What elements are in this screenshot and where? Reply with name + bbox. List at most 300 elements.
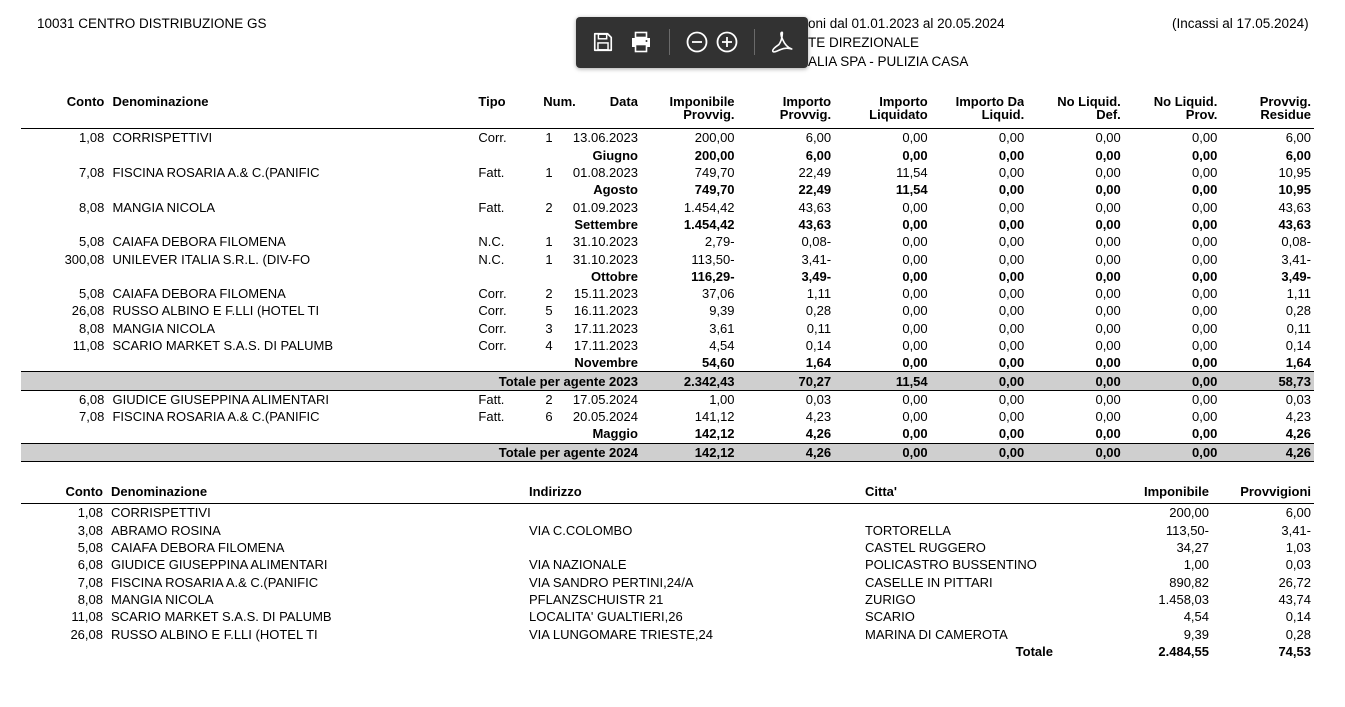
year-total-row — [21, 443, 1314, 461]
cell-denominazione: MANGIA NICOLA — [112, 199, 216, 215]
year-total-row — [21, 372, 1314, 390]
cell-spacer — [103, 539, 111, 556]
cell-denominazione: CORRISPETTIVI — [112, 130, 213, 146]
col-importo-provvig: Importo Provvig. — [779, 94, 832, 123]
col-imponibile: Imponibile Provvig. — [669, 94, 735, 123]
cell-provvig-residue: 4,23 — [1285, 409, 1311, 425]
cell-no-liquid-def: 0,00 — [1095, 286, 1121, 302]
month-subtotal-row — [21, 354, 1314, 372]
cell-imponibile: 9,39 — [1183, 626, 1209, 642]
cell-imponibile: 2.342,43 — [638, 372, 735, 390]
cell-importo-provvig: 0,14 — [805, 338, 832, 353]
month-subtotal-row — [21, 147, 1314, 164]
cell-importo-liquidato: 0,00 — [902, 355, 928, 371]
cell-num: 1 — [545, 251, 553, 267]
cell-importo-liquidato: 0,00 — [902, 268, 928, 284]
cell-provvig-residue: 0,14 — [1285, 338, 1311, 353]
cell-importo-da-liquid: 0,00 — [998, 338, 1025, 353]
cell-data: 01.09.2023 — [572, 199, 638, 215]
cell-conto: 1,08 — [79, 130, 105, 146]
cell-tipo: Fatt. — [478, 165, 505, 181]
save-icon — [592, 31, 614, 53]
cell-denominazione: FISCINA ROSARIA A.& C.(PANIFIC — [112, 409, 320, 425]
col-tipo: Tipo — [478, 94, 506, 110]
cell-spacer — [104, 320, 112, 337]
cell-provvig-residue: 0,28 — [1285, 303, 1311, 319]
cell-denominazione: SCARIO MARKET S.A.S. DI PALUMB — [111, 609, 332, 625]
cell-importo-provvig: 3,41- — [801, 251, 832, 267]
cell-data: 16.11.2023 — [573, 303, 638, 319]
cell-provvigioni: 0,14 — [1285, 609, 1311, 625]
save-button[interactable] — [588, 27, 618, 57]
cell-no-liquid-def: 0,00 — [1095, 234, 1121, 250]
cell-imponibile: 1,00 — [709, 391, 735, 407]
customers-summary-table — [21, 481, 1314, 660]
cell-denominazione: RUSSO ALBINO E F.LLI (HOTEL TI — [112, 303, 320, 319]
cell-denominazione: ABRAMO ROSINA — [111, 522, 221, 538]
cell-importo-da-liquid: 0,00 — [998, 251, 1025, 267]
col-data: Data — [609, 94, 638, 110]
table-row — [21, 556, 1314, 573]
cell-importo-liquidato: 0,00 — [902, 426, 928, 442]
cell-no-liquid-prov: 0,00 — [1192, 147, 1218, 163]
cell-spacer — [103, 504, 111, 522]
col-provvigioni: Provvigioni — [1240, 484, 1311, 500]
cell-tipo: Corr. — [478, 303, 507, 319]
cell-provvig-residue: 58,73 — [1217, 372, 1314, 390]
cell-provvig-residue: 4,26 — [1285, 426, 1311, 442]
table-row — [21, 233, 1314, 250]
cell-importo-da-liquid: 0,00 — [928, 372, 1025, 390]
zoom-out-icon — [685, 30, 709, 54]
cell-imponibile: 54,60 — [701, 355, 735, 371]
cell-denominazione: MANGIA NICOLA — [112, 320, 216, 336]
cell-provvigioni: 0,28 — [1285, 626, 1311, 642]
cell-denominazione: UNILEVER ITALIA S.R.L. (DIV-FO — [112, 251, 311, 267]
cell-no-liquid-def: 0,00 — [1095, 182, 1121, 198]
pdf-toolbar — [576, 17, 808, 68]
cell-citta: TORTORELLA — [865, 522, 951, 538]
cell-provvig-residue: 6,00 — [1285, 147, 1311, 163]
cell-spacer — [104, 408, 112, 425]
cell-imponibile: 141,12 — [694, 409, 735, 425]
cell-indirizzo: PFLANZSCHUISTR 21 — [529, 591, 664, 607]
report-period: oni dal 01.01.2023 al 20.05.2024 — [808, 16, 1005, 31]
cell-importo-da-liquid: 0,00 — [998, 391, 1025, 407]
table-row — [21, 198, 1314, 215]
cell-no-liquid-def: 0,00 — [1095, 216, 1121, 232]
cell-importo-da-liquid: 0,00 — [998, 182, 1025, 198]
cell-citta: CASTEL RUGGERO — [865, 540, 986, 556]
cell-data: 20.05.2024 — [572, 409, 638, 425]
cell-denominazione: GIUDICE GIUSEPPINA ALIMENTARI — [111, 557, 328, 573]
cell-conto: 8,08 — [77, 591, 103, 607]
cell-denominazione: FISCINA ROSARIA A.& C.(PANIFIC — [112, 165, 320, 181]
subtotal-label: Novembre — [574, 355, 638, 371]
subtotal-label: Maggio — [592, 426, 638, 442]
cell-importo-provvig: 0,28 — [805, 303, 832, 319]
cell-data: 17.11.2023 — [573, 320, 638, 336]
total-label: Totale per agente 2024 — [21, 443, 638, 461]
print-button[interactable] — [626, 27, 656, 57]
cell-importo-da-liquid: 0,00 — [998, 216, 1025, 232]
month-subtotal-row — [21, 425, 1314, 443]
summary-total-row — [21, 643, 1314, 660]
table-row — [21, 625, 1314, 642]
cell-tipo: Fatt. — [478, 409, 505, 425]
cell-importo-da-liquid: 0,00 — [998, 147, 1025, 163]
table-row — [21, 250, 1314, 267]
cell-no-liquid-prov: 0,00 — [1192, 216, 1218, 232]
cell-no-liquid-prov: 0,00 — [1192, 130, 1218, 146]
cell-spacer — [104, 285, 112, 302]
cell-no-liquid-def: 0,00 — [1095, 251, 1121, 267]
cell-no-liquid-def: 0,00 — [1095, 320, 1121, 336]
cell-imponibile: 200,00 — [694, 147, 735, 163]
cell-imponibile: 749,70 — [694, 165, 735, 181]
zoom-out-button[interactable] — [682, 27, 712, 57]
cell-provvig-residue: 10,95 — [1278, 182, 1311, 198]
cell-tipo: Fatt. — [478, 391, 505, 407]
cell-spacer — [103, 522, 111, 539]
cell-denominazione: CAIAFA DEBORA FILOMENA — [112, 286, 286, 302]
cell-spacer — [104, 390, 112, 408]
table-row — [21, 302, 1314, 319]
cell-imponibile: 9,39 — [709, 303, 735, 319]
cell-no-liquid-def: 0,00 — [1095, 199, 1121, 215]
cell-citta: SCARIO — [865, 609, 915, 625]
cell-num: 2 — [545, 199, 553, 215]
cell-imponibile: 1.454,42 — [683, 216, 735, 232]
cell-provvig-residue: 1,11 — [1286, 286, 1311, 302]
cell-importo-liquidato: 0,00 — [902, 251, 928, 267]
cell-indirizzo: VIA NAZIONALE — [529, 557, 627, 573]
cell-citta: MARINA DI CAMEROTA — [865, 626, 1008, 642]
col-no-liquid-def: No Liquid. Def. — [1057, 94, 1121, 123]
cell-importo-provvig: 70,27 — [735, 372, 832, 390]
cell-importo-liquidato: 0,00 — [902, 391, 928, 407]
cell-citta: CASELLE IN PITTARI — [865, 574, 993, 590]
cell-conto: 3,08 — [77, 522, 103, 538]
cell-imponibile: 1,00 — [1183, 557, 1209, 573]
cell-imponibile: 116,29- — [691, 268, 735, 284]
cell-no-liquid-prov: 0,00 — [1192, 286, 1218, 302]
zoom-in-icon — [715, 30, 739, 54]
cell-importo-liquidato: 0,00 — [831, 443, 928, 461]
table-header-row — [21, 91, 1314, 129]
col-num-data — [531, 91, 638, 129]
cell-no-liquid-def: 0,00 — [1095, 338, 1121, 353]
cell-num: 3 — [545, 320, 553, 336]
cell-spacer — [104, 198, 112, 215]
cell-importo-da-liquid: 0,00 — [998, 165, 1025, 181]
cell-spacer — [103, 591, 111, 608]
subtotal-label: Ottobre — [591, 268, 638, 284]
cell-conto: 5,08 — [79, 286, 105, 302]
cell-denominazione: FISCINA ROSARIA A.& C.(PANIFIC — [111, 574, 319, 590]
cell-conto: 6,08 — [77, 557, 103, 573]
cell-importo-liquidato: 11,54 — [831, 372, 928, 390]
toolbar-divider — [754, 29, 755, 55]
cell-imponibile: 37,06 — [701, 286, 735, 302]
col-provvig-residue: Provvig. Residue — [1259, 94, 1311, 123]
cell-importo-da-liquid: 0,00 — [928, 443, 1025, 461]
cell-data: 31.10.2023 — [572, 251, 638, 267]
cell-tipo: Corr. — [478, 320, 507, 336]
col-no-liquid-prov: No Liquid. Prov. — [1153, 94, 1218, 123]
cell-conto: 8,08 — [79, 199, 105, 215]
cell-spacer — [104, 250, 112, 267]
print-icon — [629, 30, 653, 54]
total-label: Totale — [1015, 643, 1053, 659]
cell-importo-provvig: 4,26 — [735, 443, 832, 461]
cell-imponibile: 2,79- — [704, 234, 735, 250]
cell-citta: ZURIGO — [865, 591, 916, 607]
cell-no-liquid-prov: 0,00 — [1121, 443, 1218, 461]
cell-importo-da-liquid: 0,00 — [998, 268, 1025, 284]
cell-indirizzo — [529, 504, 865, 522]
total-label: Totale per agente 2023 — [21, 372, 638, 390]
cell-conto: 26,08 — [71, 303, 105, 319]
cell-tipo: Corr. — [478, 286, 507, 302]
cell-denominazione: RUSSO ALBINO E F.LLI (HOTEL TI — [111, 626, 318, 642]
cell-denominazione: CORRISPETTIVI — [111, 505, 211, 521]
table-row — [21, 573, 1314, 590]
cell-no-liquid-prov: 0,00 — [1192, 391, 1218, 407]
cell-conto: 11,08 — [71, 609, 103, 625]
cell-num: 6 — [545, 409, 553, 425]
cell-no-liquid-prov: 0,00 — [1121, 372, 1218, 390]
cell-importo-da-liquid: 0,00 — [998, 234, 1025, 250]
cell-provvig-residue: 6,00 — [1285, 130, 1311, 146]
cell-provvig-residue: 10,95 — [1278, 165, 1311, 181]
cell-tipo: Corr. — [478, 130, 507, 146]
cell-no-liquid-def: 0,00 — [1095, 268, 1121, 284]
cell-spacer — [104, 233, 112, 250]
cell-importo-liquidato: 0,00 — [902, 303, 928, 319]
cell-importo-provvig: 4,26 — [805, 426, 832, 442]
cell-importo-da-liquid: 0,00 — [998, 303, 1025, 319]
subtotal-label: Agosto — [593, 182, 638, 198]
cell-spacer — [103, 556, 111, 573]
cell-provvigioni: 0,03 — [1285, 557, 1311, 573]
month-subtotal-row — [21, 268, 1314, 285]
col-denominazione: Denominazione — [111, 484, 208, 500]
table-row — [21, 390, 1314, 408]
cell-no-liquid-prov: 0,00 — [1192, 409, 1218, 425]
cell-provvig-residue: 3,49- — [1281, 268, 1311, 284]
cell-provvigioni: 26,72 — [1278, 574, 1311, 590]
table-row — [21, 285, 1314, 302]
table-row — [21, 129, 1314, 147]
cell-denominazione: CAIAFA DEBORA FILOMENA — [111, 540, 285, 556]
cell-importo-provvig: 43,63 — [798, 216, 832, 232]
cell-no-liquid-def: 0,00 — [1024, 372, 1121, 390]
cell-importo-liquidato: 0,00 — [902, 130, 928, 146]
col-importo-da-liquid: Importo Da Liquid. — [955, 94, 1025, 123]
cell-spacer — [104, 129, 112, 147]
cell-no-liquid-def: 0,00 — [1095, 147, 1121, 163]
cell-importo-liquidato: 0,00 — [902, 286, 928, 302]
cell-imponibile: 200,00 — [694, 130, 735, 146]
table-row — [21, 408, 1314, 425]
cell-conto: 5,08 — [77, 540, 103, 556]
cell-num: 1 — [545, 130, 553, 146]
cell-no-liquid-prov: 0,00 — [1192, 251, 1218, 267]
cell-importo-provvig: 4,23 — [805, 409, 832, 425]
cell-provvig-residue: 4,26 — [1217, 443, 1314, 461]
cell-imponibile: 3,61 — [709, 320, 735, 336]
cell-no-liquid-prov: 0,00 — [1192, 426, 1218, 442]
cell-no-liquid-prov: 0,00 — [1192, 165, 1218, 181]
cell-provvig-residue: 3,41- — [1281, 251, 1311, 267]
total-imponibile: 2.484,55 — [1158, 643, 1209, 659]
cell-denominazione: GIUDICE GIUSEPPINA ALIMENTARI — [112, 391, 329, 407]
month-subtotal-row — [21, 216, 1314, 233]
cell-no-liquid-def: 0,00 — [1095, 130, 1121, 146]
cell-importo-provvig: 3,49- — [801, 268, 832, 284]
cell-provvig-residue: 43,63 — [1278, 216, 1311, 232]
cell-spacer — [104, 337, 112, 354]
cell-data: 13.06.2023 — [572, 130, 638, 146]
cell-tipo: N.C. — [478, 234, 505, 250]
cell-data: 31.10.2023 — [572, 234, 638, 250]
cell-provvigioni: 6,00 — [1285, 505, 1311, 521]
cell-importo-liquidato: 0,00 — [902, 234, 928, 250]
subtotal-label: Giugno — [592, 147, 638, 163]
cell-citta: POLICASTRO BUSSENTINO — [865, 557, 1037, 573]
cell-importo-provvig: 22,49 — [798, 165, 832, 181]
table-row — [21, 608, 1314, 625]
cell-num: 4 — [545, 338, 553, 353]
cell-spacer — [103, 625, 111, 642]
col-num: Num. — [543, 94, 576, 110]
cell-num: 2 — [545, 391, 553, 407]
cell-importo-liquidato: 0,00 — [902, 320, 928, 336]
cell-importo-da-liquid: 0,00 — [998, 130, 1025, 146]
col-importo-liquidato: Importo Liquidato — [869, 94, 928, 123]
cell-denominazione: CAIAFA DEBORA FILOMENA — [112, 234, 286, 250]
cell-imponibile: 749,70 — [694, 182, 735, 198]
cell-importo-provvig: 0,08- — [801, 234, 832, 250]
cell-denominazione: SCARIO MARKET S.A.S. DI PALUMB — [112, 338, 334, 353]
open-in-acrobat-button[interactable] — [767, 27, 797, 57]
cell-spacer — [104, 164, 112, 181]
col-conto: Conto — [65, 484, 103, 500]
subtotal-label: Settembre — [574, 216, 638, 232]
cell-num: 1 — [545, 165, 553, 181]
cell-imponibile: 200,00 — [1169, 505, 1209, 521]
total-provvigioni: 74,53 — [1278, 643, 1311, 659]
cell-importo-provvig: 6,00 — [805, 130, 832, 146]
table-row — [21, 320, 1314, 337]
table-row — [21, 164, 1314, 181]
cell-data: 15.11.2023 — [573, 286, 638, 302]
cell-no-liquid-def: 0,00 — [1095, 426, 1121, 442]
cell-provvig-residue: 0,08- — [1281, 234, 1311, 250]
cell-conto: 6,08 — [79, 391, 105, 407]
cell-conto: 7,08 — [77, 574, 103, 590]
cell-imponibile: 34,27 — [1176, 540, 1209, 556]
cell-no-liquid-prov: 0,00 — [1192, 320, 1218, 336]
cell-importo-da-liquid: 0,00 — [998, 199, 1025, 215]
cell-data: 17.11.2023 — [573, 338, 638, 353]
cell-citta — [865, 504, 1085, 522]
cell-tipo: Fatt. — [478, 199, 505, 215]
cell-no-liquid-def: 0,00 — [1095, 391, 1121, 407]
cell-no-liquid-prov: 0,00 — [1192, 234, 1218, 250]
table-row — [21, 337, 1314, 354]
report-subtitle: TE DIREZIONALE — [808, 35, 920, 50]
cell-provvig-residue: 1,64 — [1285, 355, 1311, 371]
zoom-in-button[interactable] — [712, 27, 742, 57]
cell-num: 1 — [545, 234, 553, 250]
cell-importo-da-liquid: 0,00 — [998, 409, 1025, 425]
cell-no-liquid-prov: 0,00 — [1192, 182, 1218, 198]
cell-imponibile: 142,12 — [694, 426, 735, 442]
cell-imponibile: 1.458,03 — [1158, 591, 1209, 607]
summary-header-row — [21, 481, 1314, 504]
company-header: 10031 CENTRO DISTRIBUZIONE GS — [37, 16, 267, 31]
cell-provvig-residue: 0,11 — [1286, 320, 1311, 336]
cell-indirizzo: VIA SANDRO PERTINI,24/A — [529, 574, 694, 590]
cell-no-liquid-def: 0,00 — [1024, 443, 1121, 461]
col-imponibile: Imponibile — [1144, 484, 1209, 500]
table-row — [21, 504, 1314, 522]
cell-importo-da-liquid: 0,00 — [998, 286, 1025, 302]
cell-imponibile: 113,50- — [1165, 522, 1209, 538]
cell-provvig-residue: 0,03 — [1285, 391, 1311, 407]
cell-importo-liquidato: 0,00 — [902, 147, 928, 163]
table-row — [21, 591, 1314, 608]
cell-denominazione: MANGIA NICOLA — [111, 591, 214, 607]
cell-importo-provvig: 1,64 — [805, 355, 832, 371]
cell-num: 2 — [545, 286, 553, 302]
cell-no-liquid-prov: 0,00 — [1192, 303, 1218, 319]
cell-provvig-residue: 43,63 — [1278, 199, 1311, 215]
cell-num: 5 — [545, 303, 553, 319]
cell-conto: 5,08 — [79, 234, 105, 250]
cell-importo-provvig: 0,11 — [806, 320, 832, 336]
cell-imponibile: 4,54 — [709, 338, 735, 353]
cell-indirizzo: VIA C.COLOMBO — [529, 522, 633, 538]
cell-data: 17.05.2024 — [572, 391, 638, 407]
cell-conto: 1,08 — [77, 505, 103, 521]
cell-tipo: Corr. — [478, 338, 507, 353]
cell-spacer — [104, 302, 112, 319]
cell-conto: 26,08 — [70, 626, 103, 642]
table-row — [21, 539, 1314, 556]
cell-importo-liquidato: 0,00 — [902, 409, 928, 425]
cell-conto: 7,08 — [79, 165, 105, 181]
cell-indirizzo: VIA LUNGOMARE TRIESTE,24 — [529, 626, 713, 642]
cell-no-liquid-prov: 0,00 — [1192, 338, 1218, 353]
cell-no-liquid-prov: 0,00 — [1192, 199, 1218, 215]
col-citta: Citta' — [865, 484, 897, 500]
cell-tipo: N.C. — [478, 251, 505, 267]
cell-conto: 300,08 — [64, 251, 105, 267]
cell-importo-provvig: 43,63 — [798, 199, 832, 215]
cell-no-liquid-def: 0,00 — [1095, 409, 1121, 425]
cell-importo-provvig: 0,03 — [805, 391, 832, 407]
report-agent: ALIA SPA - PULIZIA CASA — [808, 54, 969, 69]
cell-importo-provvig: 1,11 — [806, 286, 832, 302]
cell-importo-liquidato: 0,00 — [902, 199, 928, 215]
cell-spacer — [21, 643, 865, 660]
cell-importo-provvig: 22,49 — [798, 182, 832, 198]
acrobat-icon — [769, 29, 795, 55]
cell-no-liquid-def: 0,00 — [1095, 165, 1121, 181]
